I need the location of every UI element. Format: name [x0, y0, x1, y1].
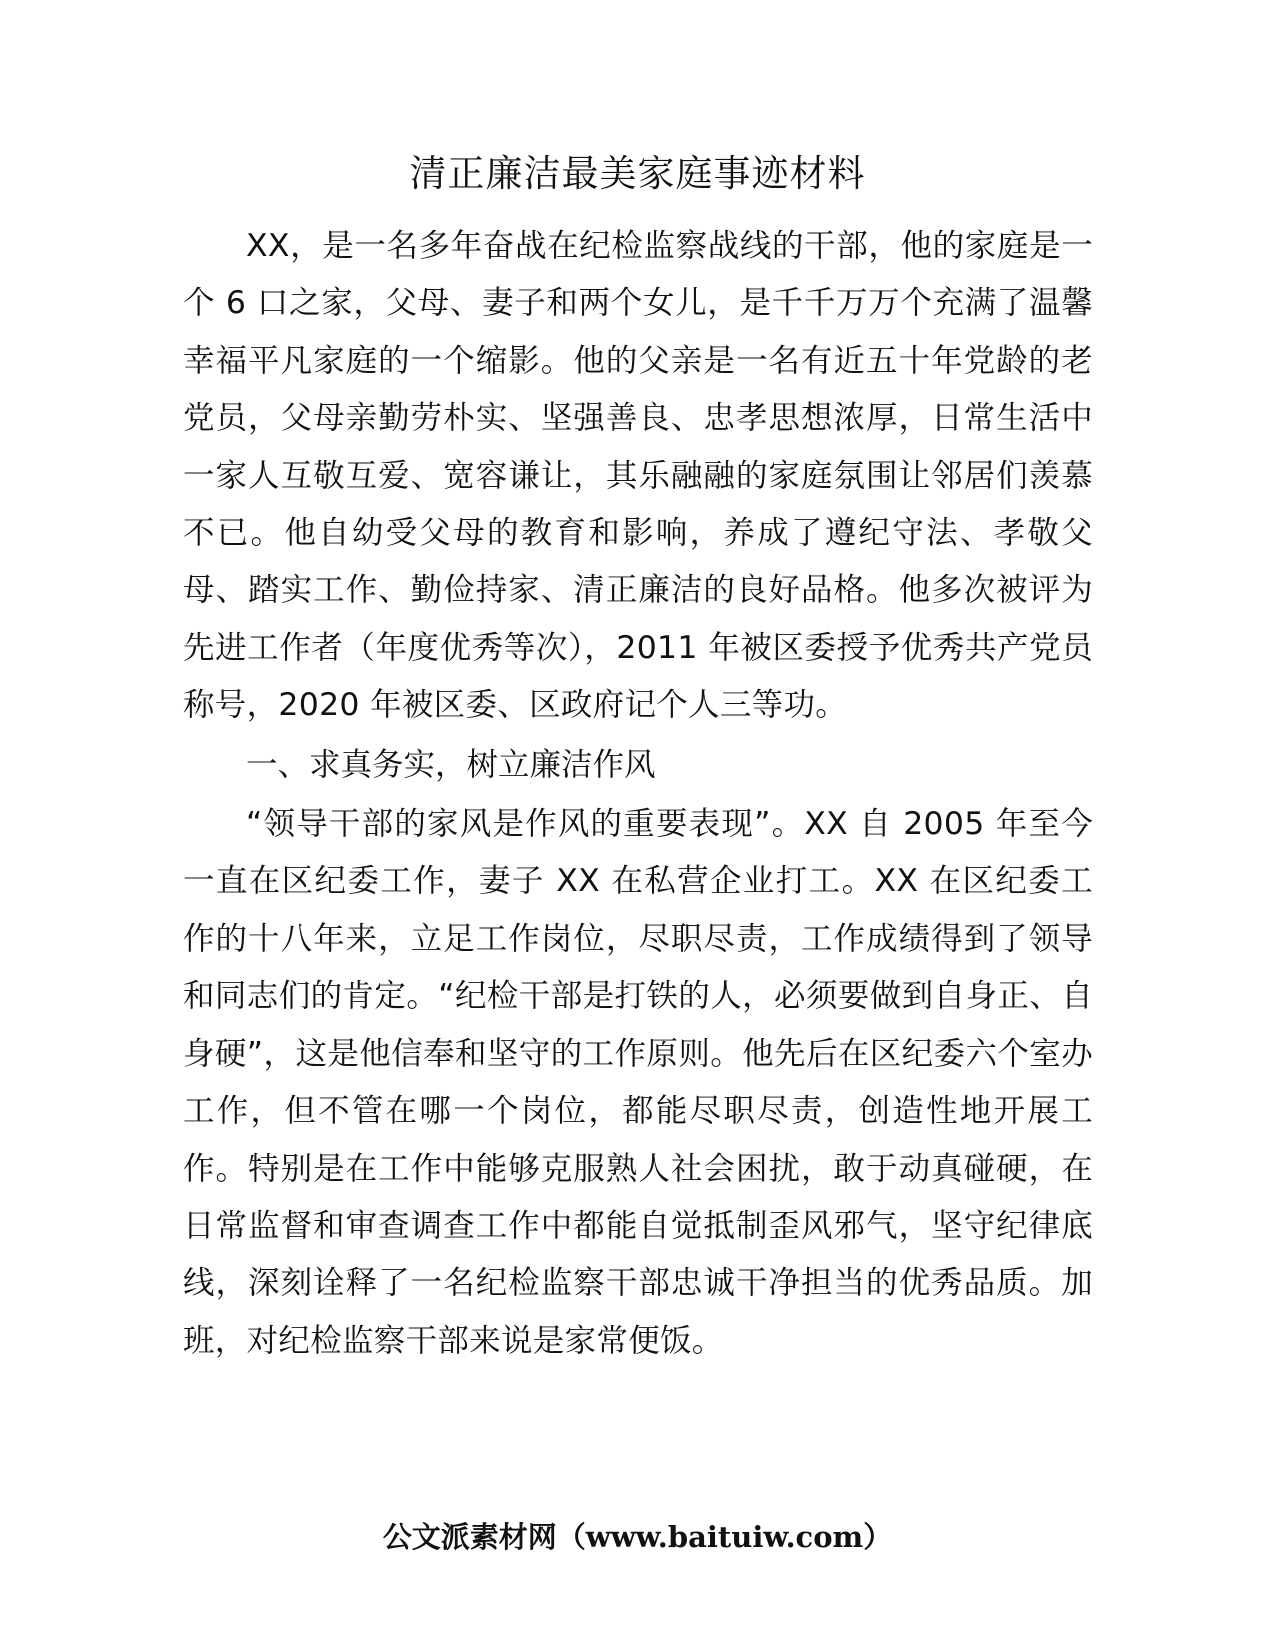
section-heading-1: 一、求真务实，树立廉洁作风 — [246, 746, 656, 783]
document-title: 清正廉洁最美家庭事迹材料 — [409, 152, 866, 195]
footer-watermark: 公文派素材网（www.baituiw.com） — [382, 1520, 893, 1554]
paragraph-section-1: “领导干部的家风是作风的重要表现”。XX 自 2005 年至今一直在区纪委工作，妻子 XX 在私营企业打工。XX 在区纪委工作的十八年来，立足工作岗位，尽职尽责，工作成绩得到了领导和同志们的肯定。“纪检干部是打铁的人，必须要做到自身正、自身硬”，这是他信奉和坚守的工作原则。他先后在区纪委六个室办工作，但不管在哪一个岗位，都能尽职尽责，创造性地开展工作。特别是在工作中能够克服熟人社会困扰，敢于动真碰硬，在日常监督和审查调查工作中都能自觉抵制歪风邪气，坚守纪律底线，深刻诠释了一名纪检监察干部忠诚干净担当的优秀品质。加班，对纪检监察干部来说是家常便饭。 — [183, 806, 1093, 1359]
document-body — [183, 218, 1093, 1370]
paragraph-intro: XX，是一名多年奋战在纪检监察战线的干部，他的家庭是一个 6 口之家，父母、妻子和两个女儿，是千千万万个充满了温馨幸福平凡家庭的一个缩影。他的父亲是一名有近五十年党龄的老党员，父母亲勤劳朴实、坚强善良、忠孝思想浓厚，日常生活中一家人互敬互爱、宽容谦让，其乐融融的家庭氛围让邻居们羡慕不已。他自幼受父母的教育和影响，养成了遵纪守法、孝敬父母、踏实工作、勤俭持家、清正廉洁的良好品格。他多次被评为先进工作者（年度优秀等次），2011 年被区委授予优秀共产党员称号，2020 年被区委、区政府记个人三等功。 — [183, 228, 1093, 724]
